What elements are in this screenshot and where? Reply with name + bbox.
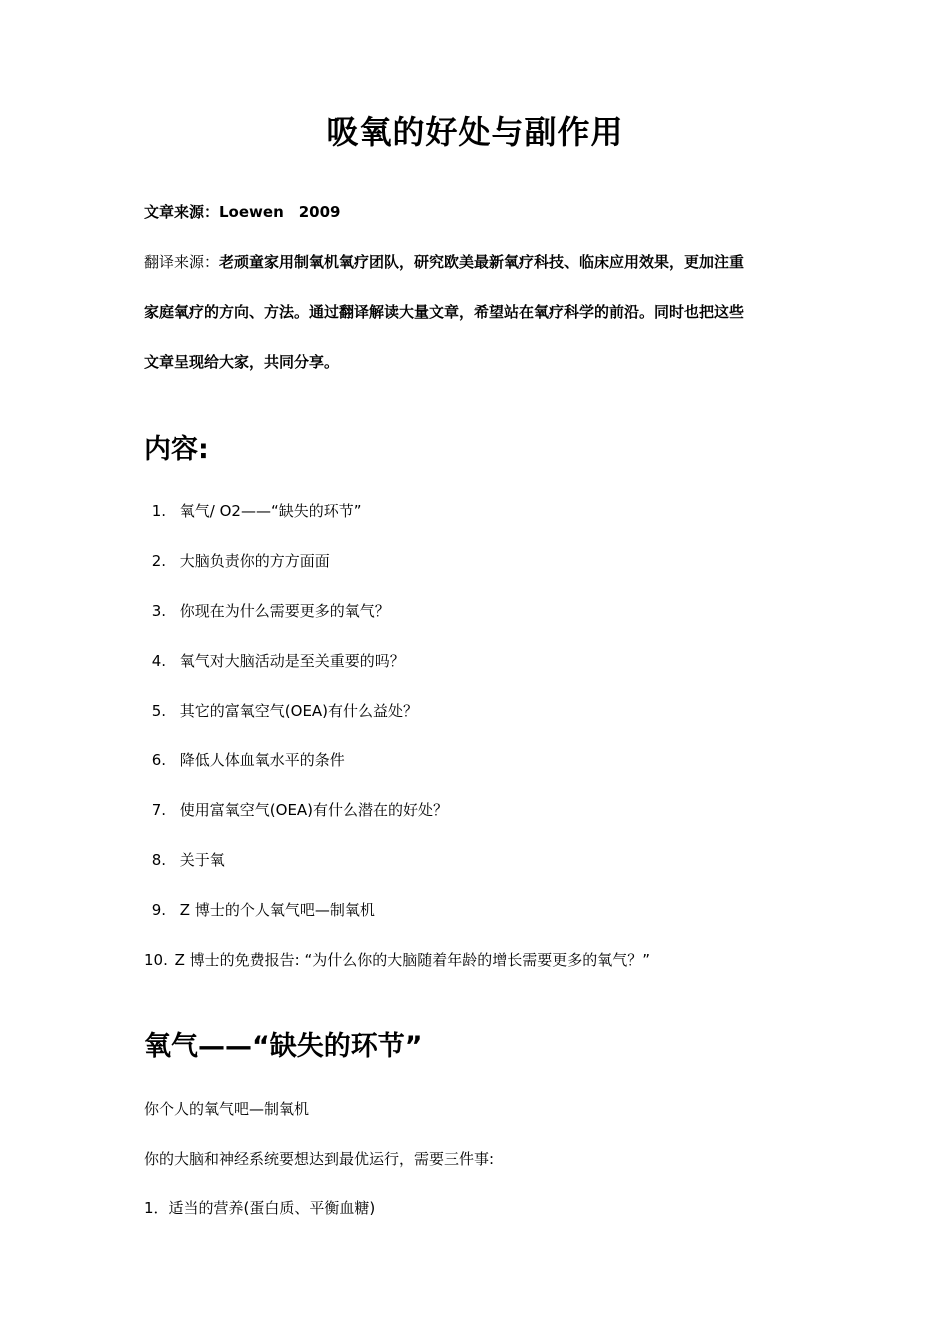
toc-number: 5.: [151, 702, 166, 720]
translation-line-1: [144, 250, 744, 274]
toc-text: Z 博士的免费报告: “为什么你的大脑随着年龄的增长需要更多的氧气？”: [174, 951, 651, 969]
toc-item: [144, 898, 375, 922]
toc-item: [144, 699, 418, 723]
translation-label: 翻译来源：: [144, 253, 220, 271]
body-paragraph: 你个人的氧气吧—制氧机: [144, 1100, 310, 1118]
toc-text: 氧气对大脑活动是至关重要的吗？: [179, 652, 405, 670]
toc-text: 使用富氧空气(OEA)有什么潜在的好处？: [179, 801, 449, 819]
toc-item: [144, 499, 362, 523]
toc-number: 4.: [151, 652, 166, 670]
toc-item: [144, 848, 225, 872]
toc-number: 2.: [151, 552, 166, 570]
toc-text: 大脑负责你的方方面面: [179, 552, 330, 570]
toc-text: 关于氧: [179, 851, 225, 869]
toc-text: 其它的富氧空气(OEA)有什么益处？: [179, 702, 419, 720]
toc-text: 你现在为什么需要更多的氧气？: [179, 602, 390, 620]
body-paragraph: 1．适当的营养(蛋白质、平衡血糖): [144, 1199, 376, 1217]
toc-number: 6.: [151, 751, 166, 769]
translation-text-1: 老顽童家用制氧机氧疗团队，研究欧美最新氧疗科技、临床应用效果，更加注重: [219, 253, 745, 271]
translation-line-2: 家庭氧疗的方向、方法。通过翻译解读大量文章，希望站在氧疗科学的前沿。同时也把这些: [144, 303, 745, 321]
source-line: 文章来源：Loewen 2009: [144, 203, 341, 221]
toc-text: 降低人体血氧水平的条件: [179, 751, 345, 769]
toc-item: [144, 549, 330, 573]
toc-number: 10.: [144, 951, 168, 969]
toc-item: [144, 748, 345, 772]
toc-number: 7.: [151, 801, 166, 819]
toc-number: 3.: [151, 602, 166, 620]
contents-heading: 内容:: [144, 434, 209, 465]
toc-number: 8.: [151, 851, 166, 869]
section-heading: 氧气——“缺失的环节”: [144, 1031, 423, 1062]
body-paragraph: 你的大脑和神经系统要想达到最优运行，需要三件事:: [144, 1150, 495, 1168]
toc-item: [144, 599, 390, 623]
toc-number: 1.: [151, 502, 166, 520]
toc-text: 氧气/ O2——“缺失的环节”: [179, 502, 362, 520]
toc-item: [144, 649, 405, 673]
toc-item: [144, 948, 650, 972]
toc-item: [144, 798, 448, 822]
toc-text: Z 博士的个人氧气吧—制氧机: [179, 901, 375, 919]
document-title: 吸氧的好处与副作用: [326, 113, 624, 151]
translation-line-3: 文章呈现给大家，共同分享。: [144, 353, 340, 371]
toc-number: 9.: [151, 901, 166, 919]
